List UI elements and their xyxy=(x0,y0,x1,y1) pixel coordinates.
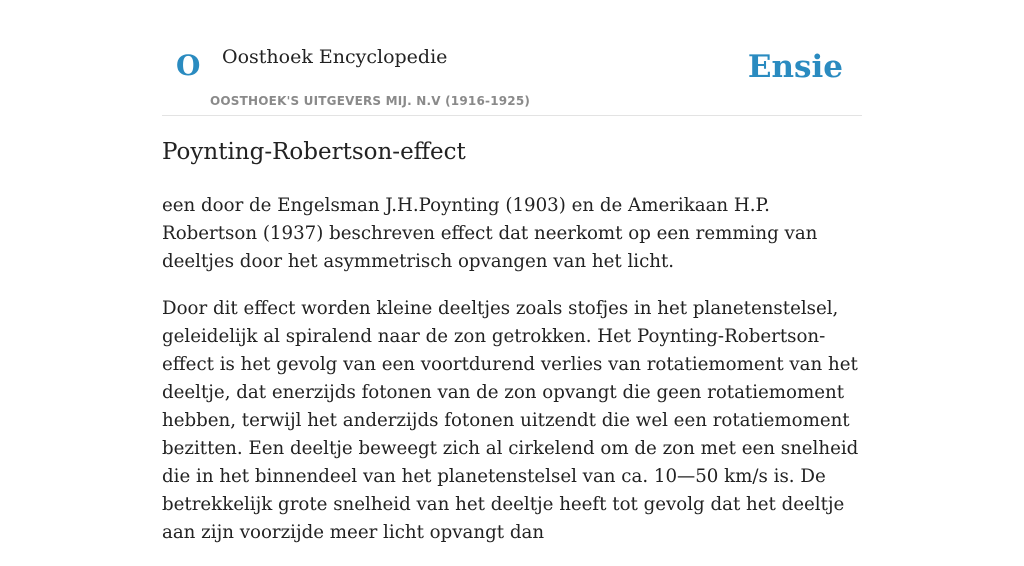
site-title[interactable]: Oosthoek Encyclopedie xyxy=(222,46,448,68)
page-container xyxy=(162,0,862,543)
article-paragraph: Door dit effect worden kleine deeltjes zoals stofjes in het planetenstelsel, geleidelijk al spiralend naar de zon getrokken. Het Poynting-Robertson-effect is het gevolg van een voortdurend verlies van rotatiemoment van het deeltje, dat enerzijds fotonen van de zon opvangt die geen rotatiemoment hebben, terwijl het anderzijds fotonen uitzendt die wel een rotatiemoment bezitten. Een deeltje beweegt zich al cirkelend om de zon met een snelheid die in het binnendeel van het planetenstelsel van ca. 10—50 km/s is. De betrekkelijk grote snelheid van het deeltje heeft tot gevolg dat het deeltje aan zijn voorzijde meer licht opvangt dan xyxy=(162,298,859,543)
article-title: Poynting-Robertson-effect xyxy=(162,139,466,165)
article-body xyxy=(162,192,862,566)
site-logo[interactable]: O xyxy=(176,49,201,82)
site-header xyxy=(162,0,862,116)
brand-link[interactable]: Ensie xyxy=(747,49,843,85)
article-paragraph: een door de Engelsman J.H.Poynting (1903) en de Amerikaan H.P. Robertson (1937) beschreven effect dat neerkomt op een remming van deeltjes door het asymmetrisch opvangen van het licht. xyxy=(162,195,818,272)
site-subtitle: OOSTHOEK'S UITGEVERS MIJ. N.V (1916-1925) xyxy=(210,94,531,108)
